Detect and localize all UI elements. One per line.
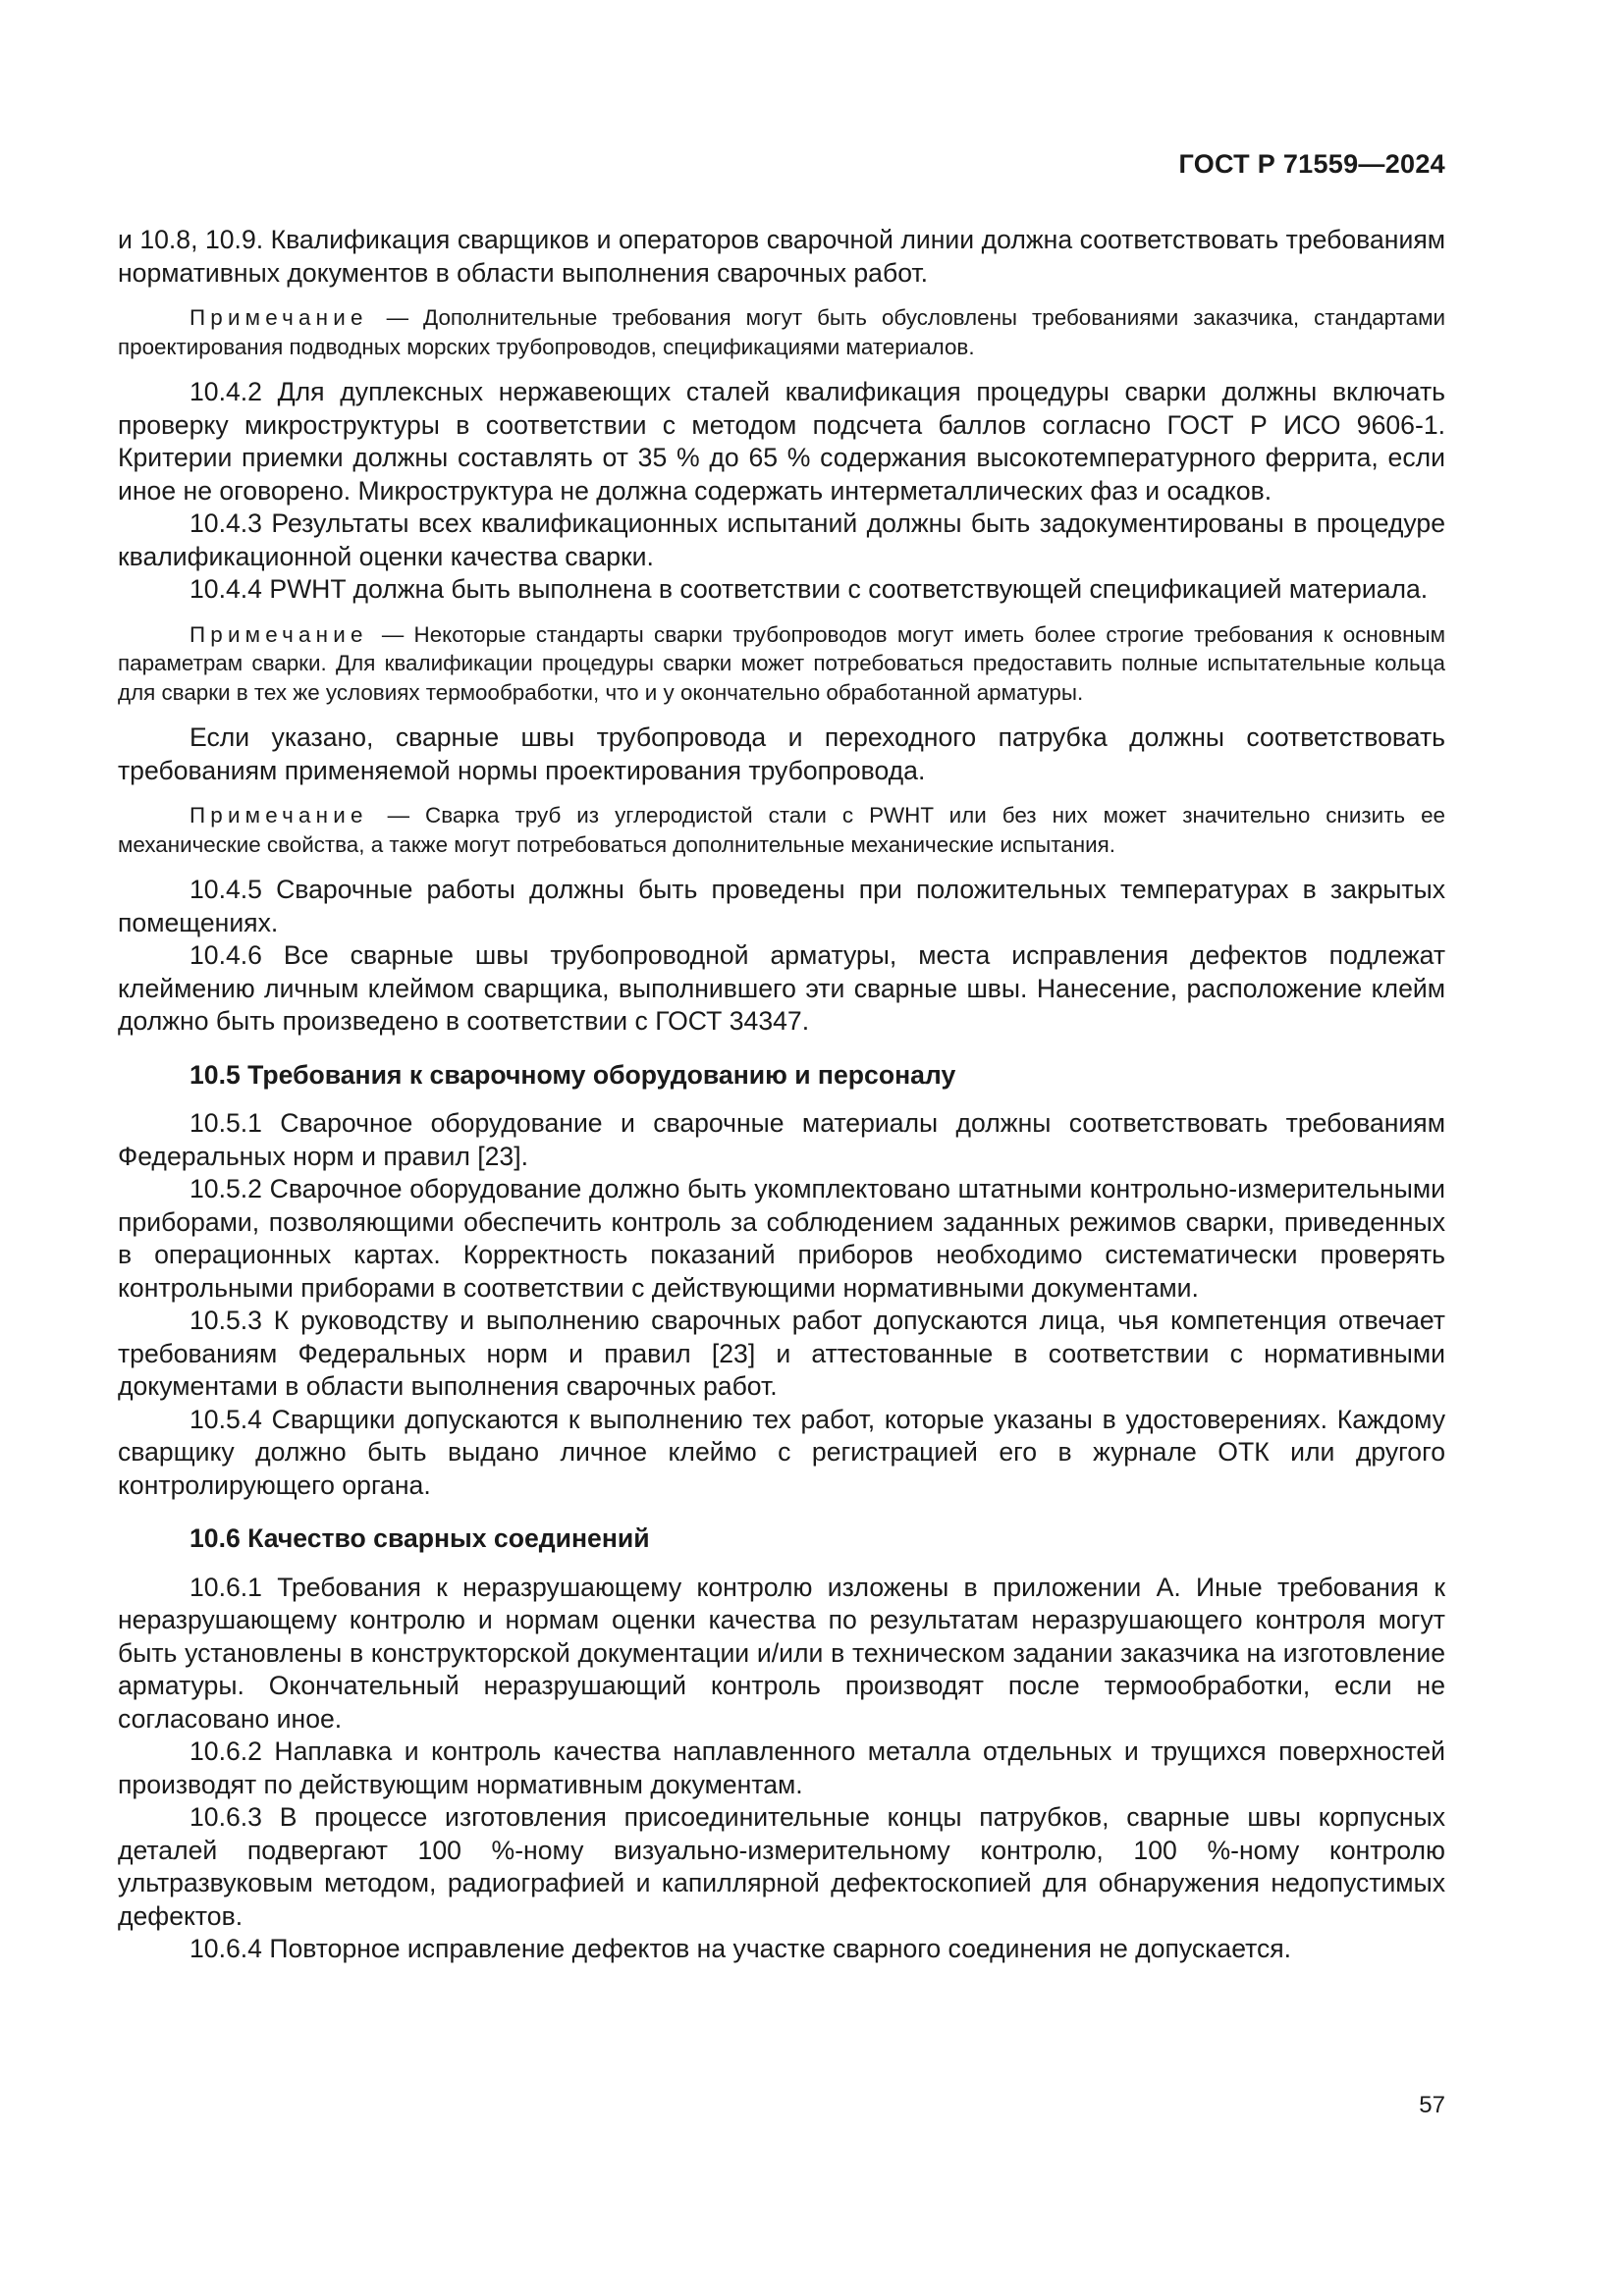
paragraph: 10.5.3 К руководству и выполнению сварочных работ допускаются лица, чья компетенция отвечает требованиям Федеральных норм и правил [23] и аттестованные в соответствии с нормативными документами в области выполнения сварочных работ. <box>118 1306 1445 1401</box>
document-page <box>118 0 1445 2296</box>
page-content <box>118 224 1445 1966</box>
document-code-header: ГОСТ Р 71559—2024 <box>1178 149 1445 179</box>
paragraph: и 10.8, 10.9. Квалификация сварщиков и операторов сварочной линии должна соответствовать требованиям нормативных документов в области выполнения сварочных работ. <box>118 225 1445 288</box>
paragraph: 10.6.3 В процессе изготовления присоединительные концы патрубков, сварные швы корпусных деталей подвергают 100 %-ному визуально-измерительному контролю, 100 %-ному контролю ультразвуковым методом, радиографией и капиллярной дефектоскопией для обнаружения недопустимых дефектов. <box>118 1802 1445 1931</box>
note-text: — Дополнительные требования могут быть обусловлены требованиями заказчика, стандартами проектирования подводных морских трубопроводов, спецификациями материалов. <box>118 305 1445 359</box>
note-label: Примечание <box>189 803 368 828</box>
paragraph: 10.5.1 Сварочное оборудование и сварочные материалы должны соответствовать требованиям Федеральных норм и правил [23]. <box>118 1108 1445 1171</box>
note-label: Примечание <box>189 621 368 647</box>
paragraph: 10.4.5 Сварочные работы должны быть проведены при положительных температурах в закрытых помещениях. <box>118 875 1445 937</box>
paragraph: Если указано, сварные швы трубопровода и переходного патрубка должны соответствовать требованиям применяемой нормы проектирования трубопровода. <box>118 722 1445 785</box>
section-heading: 10.5 Требования к сварочному оборудованию и персоналу <box>189 1059 956 1090</box>
page-number: 57 <box>1419 2092 1445 2118</box>
paragraph: 10.5.2 Сварочное оборудование должно быть укомплектовано штатными контрольно-измерительными приборами, позволяющими обеспечить контроль за соблюдением заданных режимов сварки, приведенных в операционных картах. Корректность показаний приборов необходимо систематически проверять контрольными приборами в соответствии с действующими нормативными документами. <box>118 1174 1445 1303</box>
note-text: — Некоторые стандарты сварки трубопроводов могут иметь более строгие требования к основным параметрам сварки. Для квалификации процедуры сварки может потребоваться предоставить полные испытательные кольца для сварки в тех же условиях термообработки, что и у окончательно обработанной арматуры. <box>118 621 1445 705</box>
note <box>118 303 1445 361</box>
paragraph: 10.6.4 Повторное исправление дефектов на участке сварного соединения не допускается. <box>189 1934 1292 1963</box>
paragraph: 10.4.3 Результаты всех квалификационных испытаний должны быть задокументированы в процедуре квалификационной оценки качества сварки. <box>118 508 1445 571</box>
paragraph: 10.4.2 Для дуплексных нержавеющих сталей квалификация процедуры сварки должны включать проверку микроструктуры в соответствии с методом подсчета баллов согласно ГОСТ Р ИСО 9606-1. Критерии приемки должны составлять от 35 % до 65 % содержания высокотемпературного феррита, если иное не оговорено. Микроструктура не должна содержать интерметаллических фаз и осадков. <box>118 377 1445 506</box>
paragraph: 10.4.4 PWHT должна быть выполнена в соответствии с соответствующей спецификацией материала. <box>189 574 1429 604</box>
note-text: — Сварка труб из углеродистой стали с PWHT или без них может значительно снизить ее механические свойства, а также могут потребоваться дополнительные механические испытания. <box>118 803 1445 857</box>
paragraph: 10.6.1 Требования к неразрушающему контролю изложены в приложении А. Иные требования к неразрушающему контролю и нормам оценки качества по результатам неразрушающего контроля могут быть установлены в конструкторской документации и/или в техническом задании заказчика на изготовление арматуры. Окончательный неразрушающий контроль производят после термообработки, если не согласовано иное. <box>118 1572 1445 1734</box>
note <box>118 620 1445 708</box>
paragraph: 10.4.6 Все сварные швы трубопроводной арматуры, места исправления дефектов подлежат клеймению личным клеймом сварщика, выполнившего эти сварные швы. Нанесение, расположение клейм должно быть произведено в соответствии с ГОСТ 34347. <box>118 940 1445 1036</box>
paragraph: 10.5.4 Сварщики допускаются к выполнению тех работ, которые указаны в удостоверениях. Каждому сварщику должно быть выдано личное клеймо с регистрацией его в журнале ОТК или другого контролирующего органа. <box>118 1404 1445 1500</box>
note <box>118 801 1445 859</box>
note-label: Примечание <box>189 305 368 330</box>
section-heading: 10.6 Качество сварных соединений <box>189 1523 650 1553</box>
paragraph: 10.6.2 Наплавка и контроль качества наплавленного металла отдельных и трущихся поверхностей производят по действующим нормативным документам. <box>118 1736 1445 1799</box>
